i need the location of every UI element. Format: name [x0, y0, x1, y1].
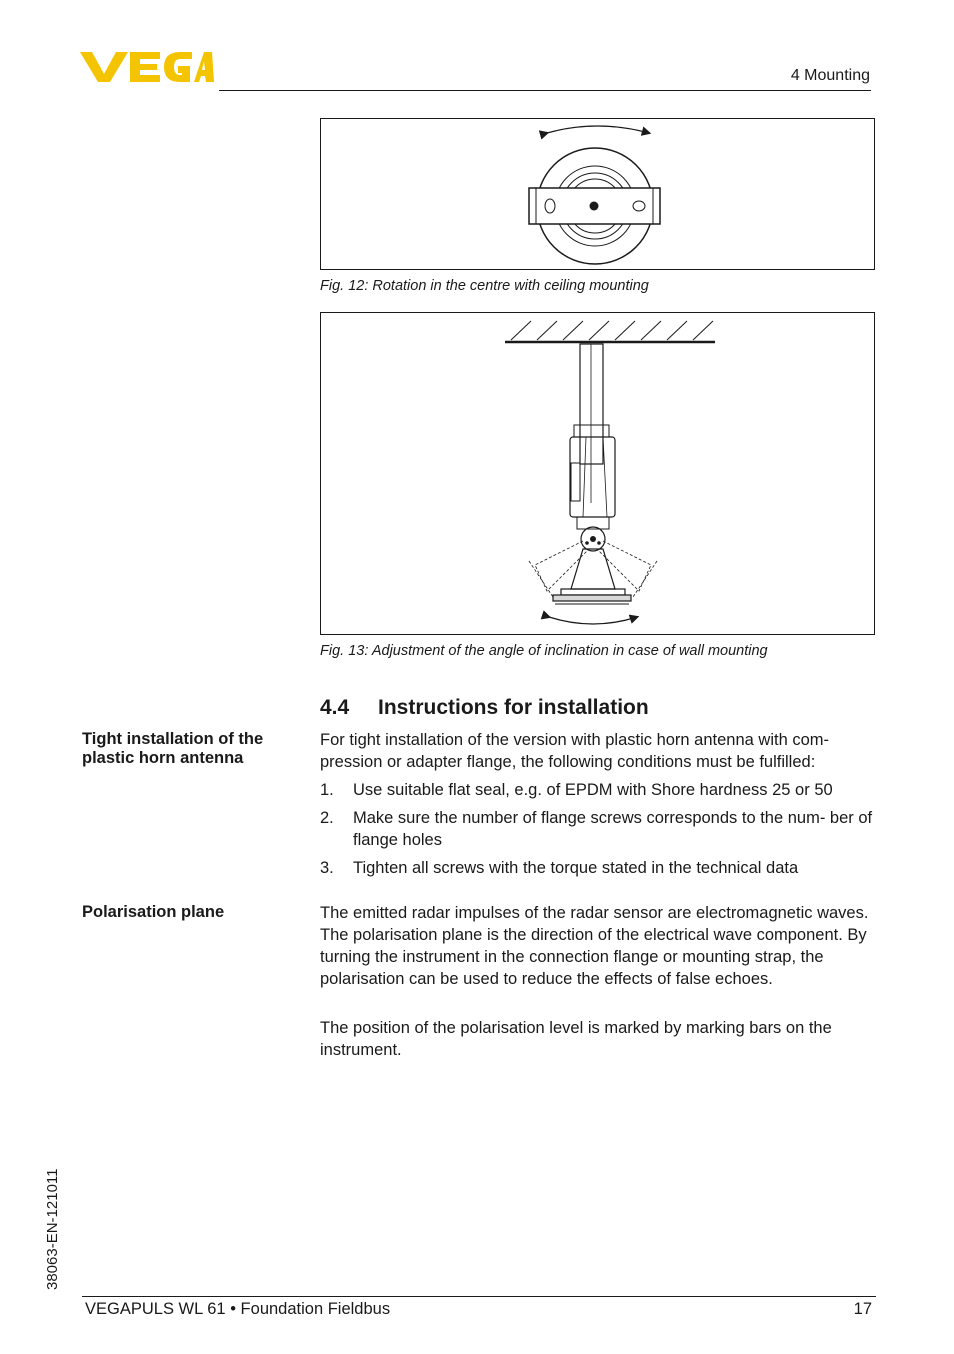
- tight-installation-intro: For tight installation of the version with plastic horn antenna with com- pression or adapter flange, the following conditions must be fulfilled:: [320, 731, 830, 771]
- list-item: 2. Make sure the number of flange screws corresponds to the num- ber of flange holes: [320, 809, 873, 849]
- figure-12-caption: Fig. 12: Rotation in the centre with ceiling mounting: [320, 278, 649, 294]
- section-heading: [320, 696, 649, 720]
- figure-12: [320, 118, 875, 270]
- header-rule: [219, 90, 871, 91]
- vega-logo: [80, 50, 214, 84]
- ceiling-mount-rotation-drawing: [321, 119, 874, 269]
- chapter-label: 4 Mounting: [790, 67, 870, 84]
- figure-13: [320, 312, 875, 635]
- page-number: 17: [853, 1300, 872, 1318]
- section-number: 4.4: [320, 696, 350, 719]
- document-id: 38063-EN-121011: [44, 1168, 61, 1290]
- inclination-arrow: [549, 617, 637, 624]
- installation-conditions-list: [320, 779, 876, 885]
- figure-13-caption: Fig. 13: Adjustment of the angle of inclination in case of wall mounting: [320, 643, 768, 659]
- list-item: 3. Tighten all screws with the torque stated in the technical data: [320, 859, 799, 877]
- list-item: 1. Use suitable flat seal, e.g. of EPDM with Shore hardness 25 or 50: [320, 781, 833, 799]
- section-title: Instructions for installation: [378, 696, 649, 719]
- wall-mount-inclination-drawing: [321, 313, 874, 634]
- footer-rule: [82, 1296, 876, 1297]
- footer-product: VEGAPULS WL 61 • Foundation Fieldbus: [85, 1300, 391, 1318]
- polarisation-paragraph-1: The emitted radar impulses of the radar sensor are electromagnetic waves. The polarisation plane is the direction of the electrical wave component. By turning the instrument in the connection flange or mounting strap, the polarisation can be used to reduce the effects of false echoes.: [320, 904, 869, 988]
- side-label-tight-installation: Tight installation of the plastic horn antenna: [82, 730, 264, 767]
- polarisation-paragraph-2: The position of the polarisation level is marked by marking bars on the instrument.: [320, 1019, 832, 1059]
- rotation-arrow: [547, 126, 649, 133]
- side-label-polarisation: Polarisation plane: [82, 903, 225, 921]
